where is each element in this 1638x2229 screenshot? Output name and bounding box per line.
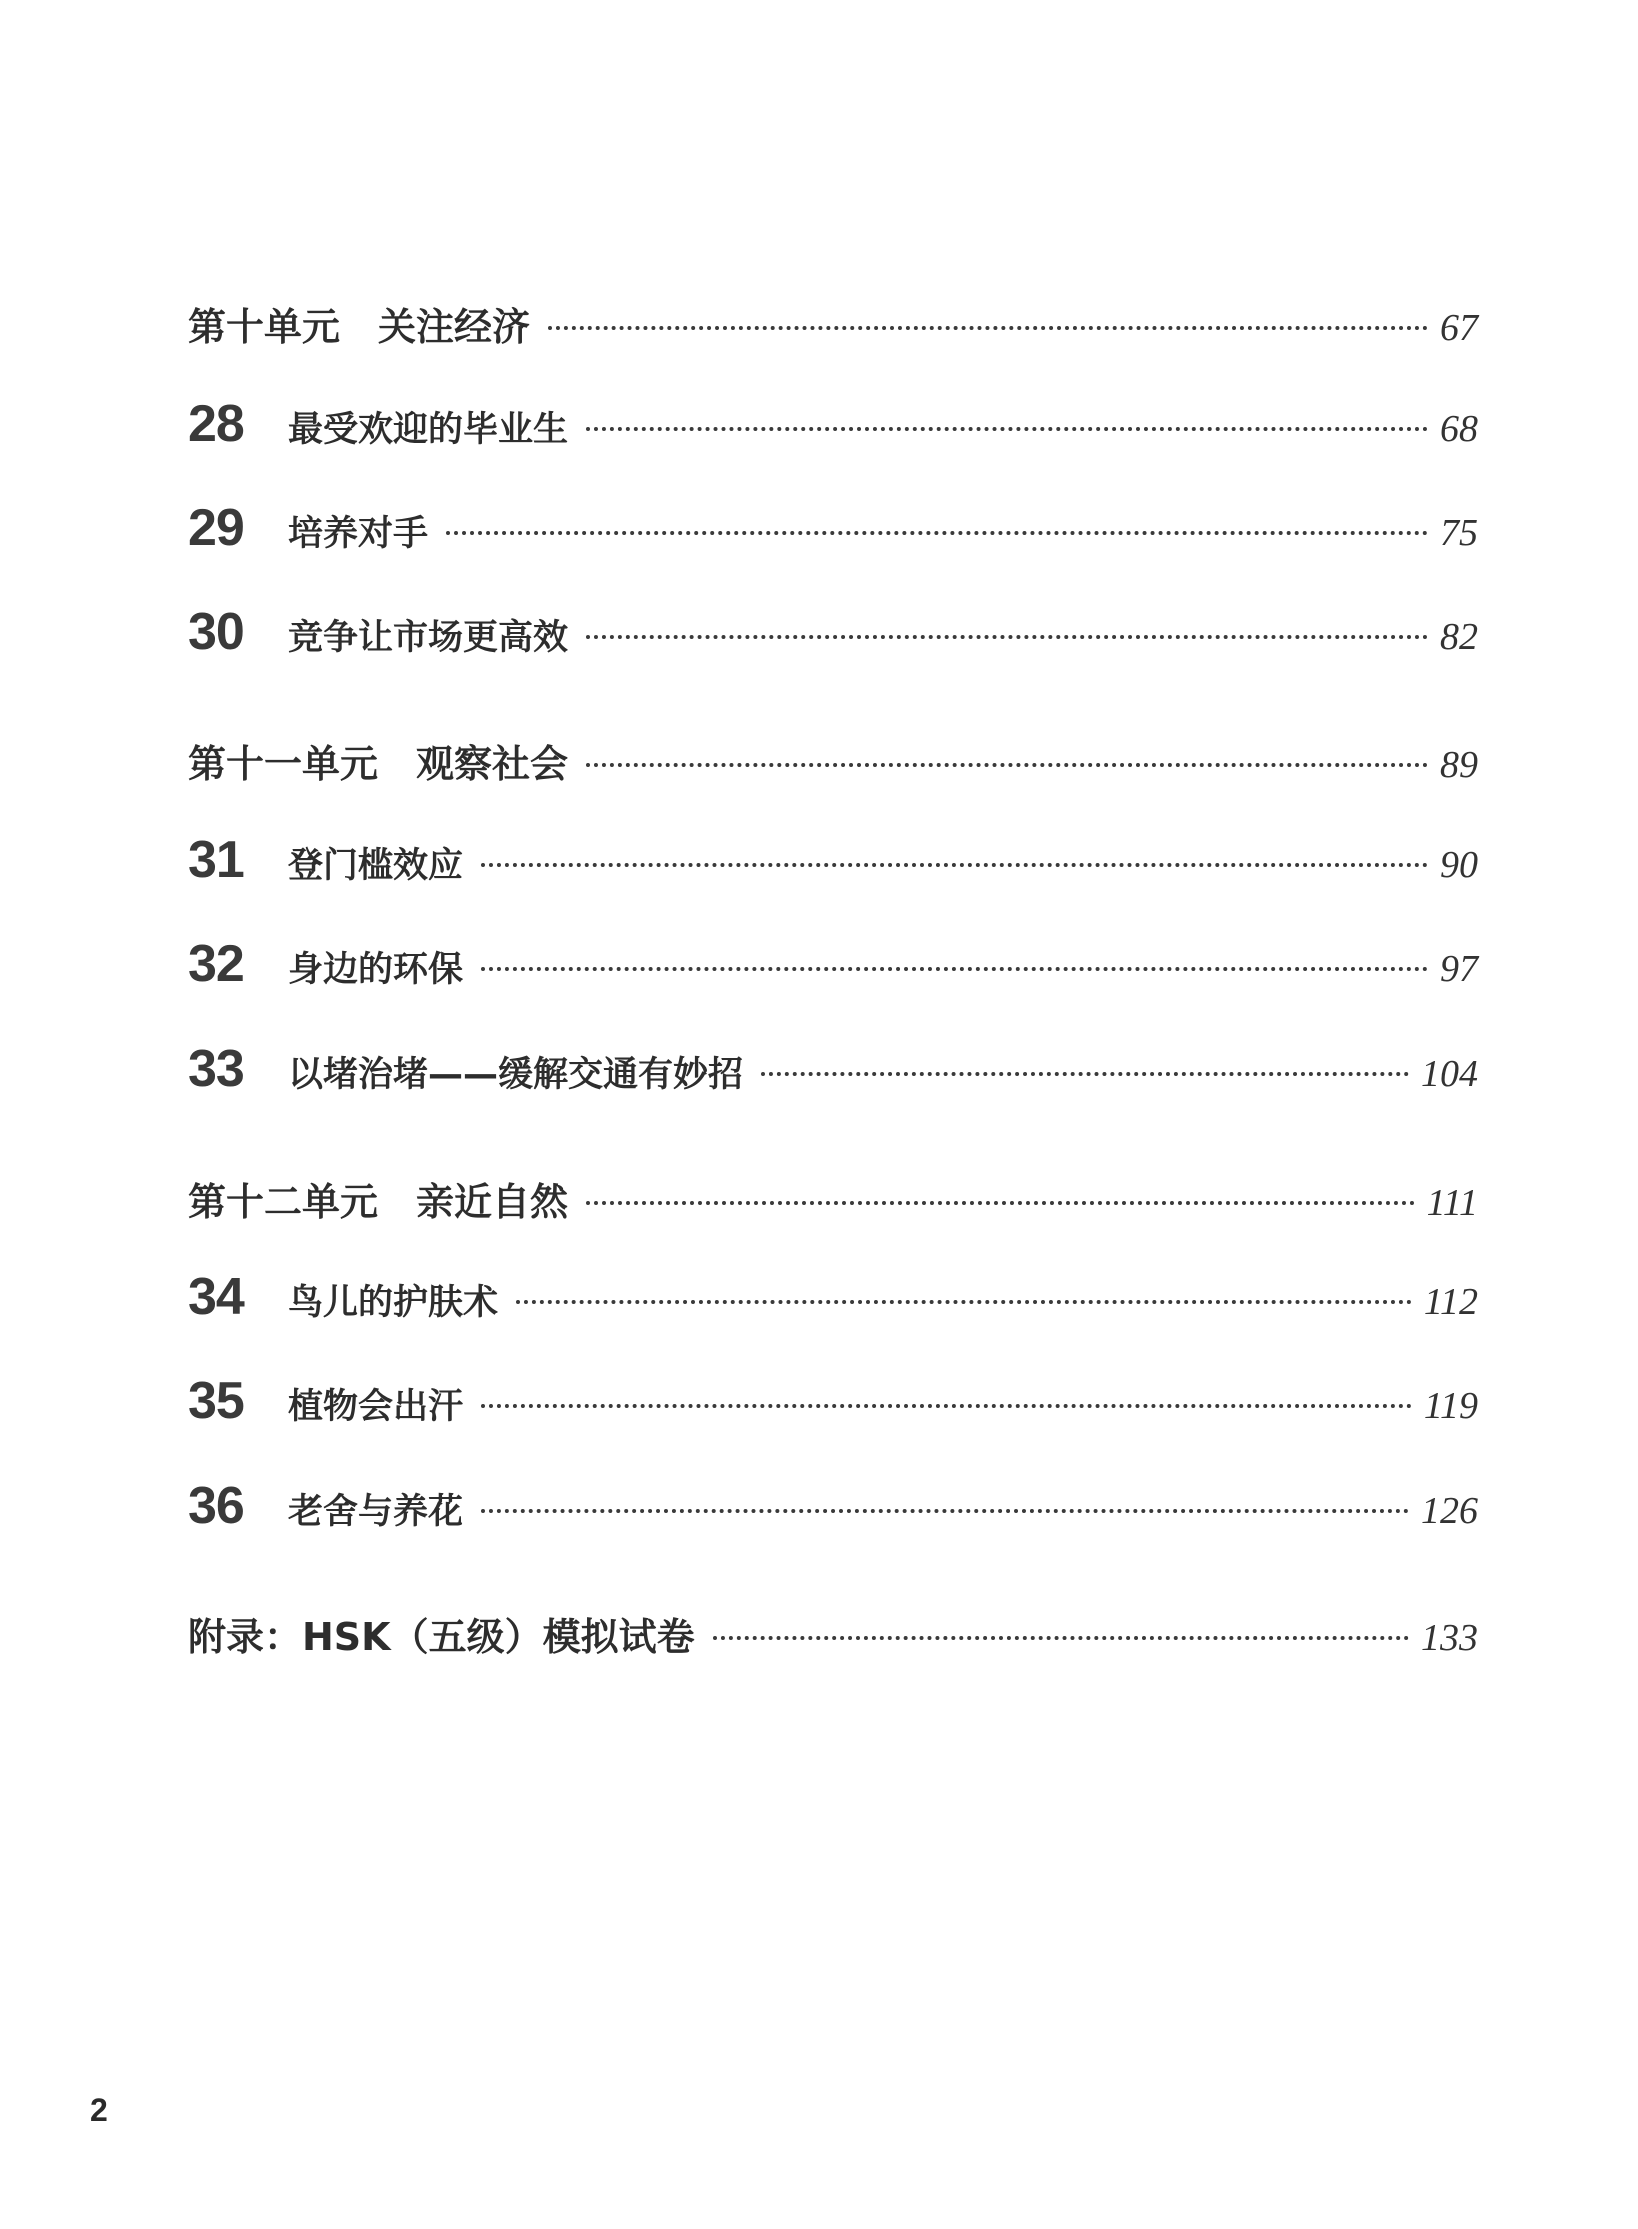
dot-leader: [586, 1201, 1415, 1205]
toc-unit-10[interactable]: [188, 296, 1478, 351]
unit-title: 第十二单元 亲近自然: [188, 1180, 569, 1224]
page-number: 89: [1440, 744, 1478, 786]
lesson-title: 身边的环保: [288, 950, 464, 990]
dot-leader: [761, 1072, 1409, 1076]
toc-unit-12[interactable]: [188, 1171, 1478, 1226]
lesson-number: 31: [188, 831, 244, 889]
lesson-number: 34: [188, 1268, 244, 1326]
lesson-title: 最受欢迎的毕业生: [288, 410, 569, 450]
toc-lesson-31[interactable]: [188, 830, 1478, 890]
toc-lesson-29[interactable]: [188, 498, 1478, 558]
toc-lesson-33[interactable]: [188, 1039, 1478, 1099]
page-number: 133: [1421, 1617, 1478, 1659]
toc-lesson-32[interactable]: [188, 934, 1478, 994]
page-number: 67: [1440, 307, 1478, 349]
lesson-number: 30: [188, 603, 244, 661]
lesson-title: 老舍与养花: [288, 1492, 464, 1532]
lesson-number: 32: [188, 935, 244, 993]
unit-title: 第十单元 关注经济: [188, 305, 531, 349]
dot-leader: [481, 1509, 1409, 1513]
dot-leader: [713, 1636, 1409, 1640]
lesson-title: 培养对手: [288, 514, 429, 554]
dot-leader: [481, 967, 1428, 971]
unit-title: 第十一单元 观察社会: [188, 742, 569, 786]
lesson-title: 登门槛效应: [288, 846, 464, 886]
dot-leader: [548, 326, 1428, 330]
toc-unit-11[interactable]: [188, 733, 1478, 788]
toc-lesson-36[interactable]: [188, 1476, 1478, 1536]
page-number: 90: [1440, 844, 1478, 886]
page-number: 75: [1440, 512, 1478, 554]
dot-leader: [481, 1404, 1412, 1408]
toc-lesson-30[interactable]: [188, 602, 1478, 662]
page-number: 68: [1440, 408, 1478, 450]
lesson-title: 植物会出汗: [288, 1387, 464, 1427]
lesson-number: 28: [188, 395, 244, 453]
folio-page-number: 2: [90, 2092, 108, 2128]
lesson-number: 33: [188, 1040, 244, 1098]
dot-leader: [586, 635, 1428, 639]
dot-leader: [446, 531, 1428, 535]
page-number: 126: [1421, 1490, 1478, 1532]
toc-lesson-28[interactable]: [188, 394, 1478, 454]
page-number: 104: [1421, 1053, 1478, 1095]
lesson-number: 35: [188, 1372, 244, 1430]
page-number: 119: [1423, 1385, 1478, 1427]
toc-lesson-34[interactable]: [188, 1267, 1478, 1327]
lesson-title: 鸟儿的护肤术: [288, 1283, 499, 1323]
appendix-title: 附录：HSK（五级）模拟试卷: [188, 1615, 695, 1659]
toc-lesson-35[interactable]: [188, 1371, 1478, 1431]
lesson-number: 29: [188, 499, 244, 557]
dot-leader: [586, 427, 1428, 431]
page-number: 112: [1423, 1281, 1478, 1323]
lesson-title: 以堵治堵——缓解交通有妙招: [288, 1055, 744, 1095]
dot-leader: [481, 863, 1428, 867]
dot-leader: [586, 763, 1428, 767]
toc-appendix[interactable]: [188, 1606, 1478, 1661]
page-number: 111: [1426, 1182, 1478, 1224]
page-number: 97: [1440, 948, 1478, 990]
dot-leader: [516, 1300, 1412, 1304]
page-number: 82: [1440, 616, 1478, 658]
lesson-title: 竞争让市场更高效: [288, 618, 569, 658]
lesson-number: 36: [188, 1477, 244, 1535]
